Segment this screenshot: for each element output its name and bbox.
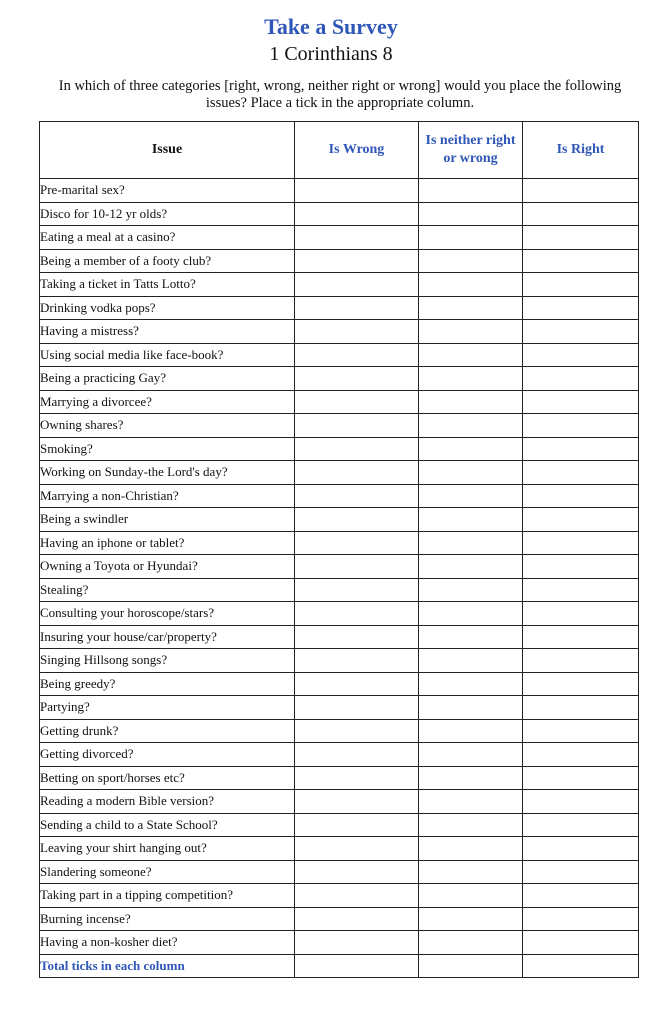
is-wrong-cell[interactable] — [295, 437, 419, 461]
is-wrong-cell[interactable] — [295, 202, 419, 226]
is-wrong-cell[interactable] — [295, 813, 419, 837]
issue-cell: Pre-marital sex? — [40, 179, 295, 203]
is-right-cell[interactable] — [523, 625, 639, 649]
is-neither-cell[interactable] — [419, 343, 523, 367]
issue-cell: Taking part in a tipping competition? — [40, 884, 295, 908]
is-right-cell[interactable] — [523, 226, 639, 250]
is-right-cell[interactable] — [523, 837, 639, 861]
table-row — [40, 249, 639, 273]
column-header-is-right: Is Right — [523, 122, 639, 179]
is-right-cell[interactable] — [523, 766, 639, 790]
survey-table-body — [40, 179, 639, 978]
is-neither-cell[interactable] — [419, 672, 523, 696]
is-right-cell[interactable] — [523, 390, 639, 414]
is-right-cell[interactable] — [523, 578, 639, 602]
issue-cell: Sending a child to a State School? — [40, 813, 295, 837]
table-row — [40, 390, 639, 414]
table-row — [40, 484, 639, 508]
table-row — [40, 343, 639, 367]
is-right-cell[interactable] — [523, 367, 639, 391]
is-right-cell[interactable] — [523, 273, 639, 297]
issue-cell: Being a member of a footy club? — [40, 249, 295, 273]
is-right-cell[interactable] — [523, 437, 639, 461]
issue-cell: Disco for 10-12 yr olds? — [40, 202, 295, 226]
is-right-cell[interactable] — [523, 555, 639, 579]
is-right-cell[interactable] — [523, 884, 639, 908]
is-neither-cell[interactable] — [419, 320, 523, 344]
is-wrong-cell[interactable] — [295, 343, 419, 367]
is-wrong-cell[interactable] — [295, 461, 419, 485]
is-wrong-cell[interactable] — [295, 226, 419, 250]
is-neither-cell[interactable] — [419, 907, 523, 931]
is-neither-cell[interactable] — [419, 602, 523, 626]
is-right-cell[interactable] — [523, 602, 639, 626]
is-neither-cell[interactable] — [419, 484, 523, 508]
is-neither-cell[interactable] — [419, 390, 523, 414]
is-right-cell[interactable] — [523, 179, 639, 203]
issue-cell: Burning incense? — [40, 907, 295, 931]
is-right-cell[interactable] — [523, 649, 639, 673]
is-right-cell[interactable] — [523, 696, 639, 720]
is-neither-cell[interactable] — [419, 696, 523, 720]
table-row — [40, 931, 639, 955]
issue-cell: Singing Hillsong songs? — [40, 649, 295, 673]
is-right-cell[interactable] — [523, 813, 639, 837]
is-wrong-cell[interactable] — [295, 696, 419, 720]
table-row — [40, 367, 639, 391]
table-row — [40, 743, 639, 767]
is-wrong-cell[interactable] — [295, 578, 419, 602]
page-title: Take a Survey — [264, 14, 398, 39]
total-label: Total ticks in each column — [40, 954, 295, 978]
table-row — [40, 813, 639, 837]
is-wrong-cell[interactable] — [295, 531, 419, 555]
table-row — [40, 179, 639, 203]
page-subtitle: 1 Corinthians 8 — [269, 43, 393, 65]
issue-cell: Eating a meal at a casino? — [40, 226, 295, 250]
is-right-cell[interactable] — [523, 508, 639, 532]
is-neither-cell[interactable] — [419, 179, 523, 203]
column-header-is-wrong: Is Wrong — [295, 122, 419, 179]
is-wrong-cell[interactable] — [295, 508, 419, 532]
is-right-cell[interactable] — [523, 907, 639, 931]
issue-cell: Leaving your shirt hanging out? — [40, 837, 295, 861]
is-wrong-cell[interactable] — [295, 672, 419, 696]
is-neither-cell[interactable] — [419, 202, 523, 226]
table-row — [40, 602, 639, 626]
table-row — [40, 461, 639, 485]
is-right-cell[interactable] — [523, 743, 639, 767]
is-neither-cell[interactable] — [419, 555, 523, 579]
issue-cell: Slandering someone? — [40, 860, 295, 884]
issue-cell: Owning a Toyota or Hyundai? — [40, 555, 295, 579]
issue-cell: Working on Sunday-the Lord's day? — [40, 461, 295, 485]
table-header-row — [40, 122, 639, 179]
issue-cell: Getting drunk? — [40, 719, 295, 743]
table-row — [40, 860, 639, 884]
is-wrong-cell[interactable] — [295, 484, 419, 508]
is-neither-cell[interactable] — [419, 884, 523, 908]
total-is-right-cell[interactable] — [523, 954, 639, 978]
is-wrong-cell[interactable] — [295, 837, 419, 861]
is-neither-cell[interactable] — [419, 766, 523, 790]
table-row — [40, 508, 639, 532]
is-neither-cell[interactable] — [419, 719, 523, 743]
is-wrong-cell[interactable] — [295, 273, 419, 297]
is-wrong-cell[interactable] — [295, 766, 419, 790]
table-row — [40, 296, 639, 320]
issue-cell: Being greedy? — [40, 672, 295, 696]
is-neither-cell[interactable] — [419, 273, 523, 297]
is-right-cell[interactable] — [523, 931, 639, 955]
survey-table — [39, 121, 639, 978]
total-row — [40, 954, 639, 978]
is-neither-cell[interactable] — [419, 743, 523, 767]
table-row — [40, 672, 639, 696]
table-row — [40, 837, 639, 861]
is-neither-cell[interactable] — [419, 931, 523, 955]
issue-cell: Being a practicing Gay? — [40, 367, 295, 391]
is-right-cell[interactable] — [523, 860, 639, 884]
table-row — [40, 555, 639, 579]
table-row — [40, 790, 639, 814]
is-neither-cell[interactable] — [419, 367, 523, 391]
issue-cell: Owning shares? — [40, 414, 295, 438]
is-wrong-cell[interactable] — [295, 555, 419, 579]
is-wrong-cell[interactable] — [295, 625, 419, 649]
is-wrong-cell[interactable] — [295, 249, 419, 273]
is-wrong-cell[interactable] — [295, 179, 419, 203]
is-right-cell[interactable] — [523, 461, 639, 485]
is-wrong-cell[interactable] — [295, 790, 419, 814]
is-right-cell[interactable] — [523, 790, 639, 814]
is-wrong-cell[interactable] — [295, 907, 419, 931]
issue-cell: Marrying a divorcee? — [40, 390, 295, 414]
is-neither-cell[interactable] — [419, 461, 523, 485]
is-right-cell[interactable] — [523, 414, 639, 438]
issue-cell: Reading a modern Bible version? — [40, 790, 295, 814]
issue-cell: Being a swindler — [40, 508, 295, 532]
total-is-neither-cell[interactable] — [419, 954, 523, 978]
issue-cell: Stealing? — [40, 578, 295, 602]
is-neither-cell[interactable] — [419, 790, 523, 814]
is-right-cell[interactable] — [523, 320, 639, 344]
is-wrong-cell[interactable] — [295, 320, 419, 344]
is-wrong-cell[interactable] — [295, 602, 419, 626]
is-wrong-cell[interactable] — [295, 390, 419, 414]
is-neither-cell[interactable] — [419, 296, 523, 320]
is-wrong-cell[interactable] — [295, 743, 419, 767]
is-neither-cell[interactable] — [419, 249, 523, 273]
is-neither-cell[interactable] — [419, 649, 523, 673]
issue-cell: Insuring your house/car/property? — [40, 625, 295, 649]
is-wrong-cell[interactable] — [295, 296, 419, 320]
is-wrong-cell[interactable] — [295, 414, 419, 438]
issue-cell: Having a non-kosher diet? — [40, 931, 295, 955]
is-right-cell[interactable] — [523, 531, 639, 555]
table-row — [40, 202, 639, 226]
is-neither-cell[interactable] — [419, 813, 523, 837]
issue-cell: Partying? — [40, 696, 295, 720]
issue-cell: Using social media like face-book? — [40, 343, 295, 367]
is-neither-cell[interactable] — [419, 437, 523, 461]
is-neither-cell[interactable] — [419, 625, 523, 649]
is-neither-cell[interactable] — [419, 226, 523, 250]
table-row — [40, 696, 639, 720]
is-wrong-cell[interactable] — [295, 719, 419, 743]
is-neither-cell[interactable] — [419, 578, 523, 602]
is-neither-cell[interactable] — [419, 508, 523, 532]
is-right-cell[interactable] — [523, 719, 639, 743]
issue-cell: Smoking? — [40, 437, 295, 461]
is-right-cell[interactable] — [523, 296, 639, 320]
issue-cell: Taking a ticket in Tatts Lotto? — [40, 273, 295, 297]
is-wrong-cell[interactable] — [295, 367, 419, 391]
table-row — [40, 414, 639, 438]
column-header-issue: Issue — [40, 122, 295, 179]
table-row — [40, 719, 639, 743]
issue-cell: Getting divorced? — [40, 743, 295, 767]
table-row — [40, 649, 639, 673]
is-right-cell[interactable] — [523, 484, 639, 508]
is-wrong-cell[interactable] — [295, 649, 419, 673]
is-right-cell[interactable] — [523, 672, 639, 696]
is-neither-cell[interactable] — [419, 531, 523, 555]
table-row — [40, 884, 639, 908]
issue-cell: Having an iphone or tablet? — [40, 531, 295, 555]
instructions-text: In which of three categories [right, wrong, neither right or wrong] would you place the following issues? Place a tick in the appropriate column. — [58, 78, 622, 111]
is-wrong-cell[interactable] — [295, 931, 419, 955]
table-row — [40, 766, 639, 790]
is-right-cell[interactable] — [523, 343, 639, 367]
table-row — [40, 437, 639, 461]
table-row — [40, 320, 639, 344]
table-row — [40, 531, 639, 555]
table-row — [40, 578, 639, 602]
is-right-cell[interactable] — [523, 249, 639, 273]
total-is-wrong-cell[interactable] — [295, 954, 419, 978]
is-neither-cell[interactable] — [419, 414, 523, 438]
is-right-cell[interactable] — [523, 202, 639, 226]
table-row — [40, 226, 639, 250]
issue-cell: Drinking vodka pops? — [40, 296, 295, 320]
column-header-is-neither: Is neither right or wrong — [419, 122, 523, 179]
table-row — [40, 273, 639, 297]
table-row — [40, 907, 639, 931]
is-neither-cell[interactable] — [419, 860, 523, 884]
is-wrong-cell[interactable] — [295, 884, 419, 908]
is-neither-cell[interactable] — [419, 837, 523, 861]
table-row — [40, 625, 639, 649]
issue-cell: Betting on sport/horses etc? — [40, 766, 295, 790]
issue-cell: Having a mistress? — [40, 320, 295, 344]
issue-cell: Marrying a non-Christian? — [40, 484, 295, 508]
is-wrong-cell[interactable] — [295, 860, 419, 884]
issue-cell: Consulting your horoscope/stars? — [40, 602, 295, 626]
